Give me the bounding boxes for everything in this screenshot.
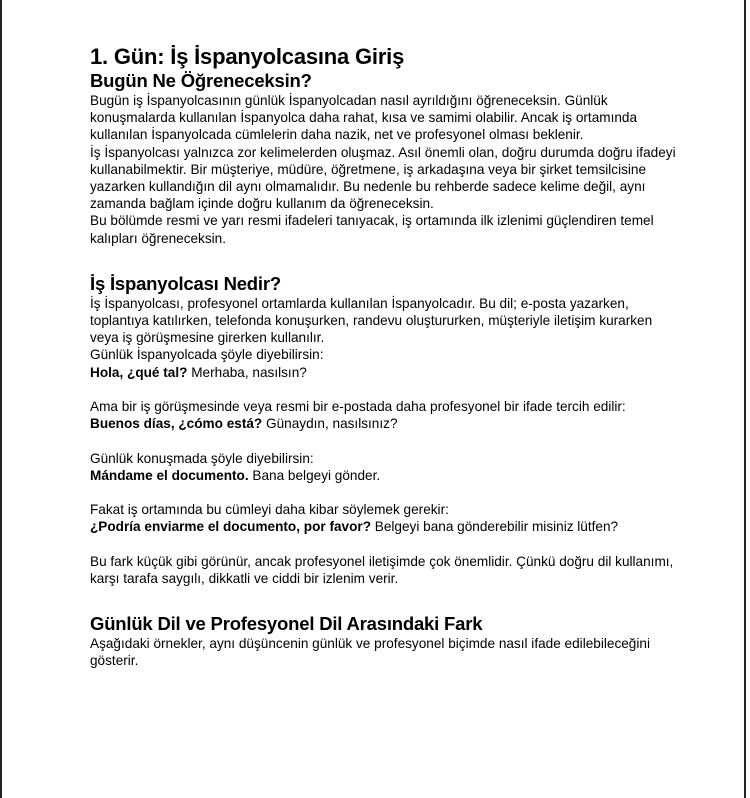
section-heading-difference: Günlük Dil ve Profesyonel Dil Arasındaki Fark: [90, 613, 483, 635]
spanish-phrase: Hola, ¿qué tal?: [90, 364, 188, 380]
paragraph: İş İspanyolcası, profesyonel ortamlarda kullanılan İspanyolcadır. Bu dil; e-posta yazarken, toplantıya katılırken, telefonda konuşurken, randevu oluştururken, müşteriyle iletişim kurarken veya iş görüşmesine girerken kullanılır.: [90, 295, 653, 346]
section-heading-business-spanish: İş İspanyolcası Nedir?: [90, 272, 281, 294]
paragraph: Aşağıdaki örnekler, aynı düşüncenin günlük ve profesyonel biçimde nasıl ifade edilebileceğini gösterir.: [90, 636, 650, 669]
spanish-phrase: ¿Podría enviarme el documento, por favor?: [90, 519, 371, 535]
page-title: 1. Gün: İş İspanyolcasına Giriş: [90, 44, 405, 69]
section-heading-learn: Bugün Ne Öğreneceksin?: [90, 70, 312, 91]
paragraph: Bugün iş İspanyolcasının günlük İspanyolcadan nasıl ayrıldığını öğreneceksin. Günlük konuşmalarda kullanılan İspanyolca daha rahat, kısa ve samimi olabilir. Ancak iş ortamında kullanılan İspanyolcada cümlelerin daha nazik, net ve profesyonel olması beklenir.: [90, 93, 638, 143]
example-line: [90, 364, 680, 381]
turkish-translation: Belgeyi bana gönderebilir misiniz lütfen?: [374, 519, 619, 535]
example-line: [90, 518, 680, 535]
paragraph: Bu bölümde resmi ve yarı resmi ifadeleri tanıyacak, iş ortamında ilk izlenimi güçlendiren temel kalıpları öğreneceksin.: [90, 213, 654, 246]
example-lead: Günlük konuşmada şöyle diyebilirsin:: [90, 450, 314, 466]
example-lead: Fakat iş ortamında bu cümleyi daha kibar söylemek gerekir:: [90, 502, 449, 518]
spanish-phrase: Buenos días, ¿cómo está?: [90, 416, 263, 432]
turkish-translation: Merhaba, nasılsın?: [191, 364, 307, 380]
turkish-translation: Bana belgeyi gönder.: [252, 467, 381, 483]
example-line: [90, 467, 680, 484]
example-lead: Ama bir iş görüşmesinde veya resmi bir e-postada daha profesyonel bir ifade tercih edilir:: [90, 399, 626, 415]
paragraph: Bu fark küçük gibi görünür, ancak profesyonel iletişimde çok önemlidir. Çünkü doğru dil kullanımı, karşı tarafa saygılı, dikkatli ve ciddi bir izlenim verir.: [90, 553, 674, 587]
document-content: [90, 44, 680, 670]
turkish-translation: Günaydın, nasılsınız?: [266, 416, 398, 432]
spanish-phrase: Mándame el documento.: [90, 467, 249, 483]
paragraph: İş İspanyolcası yalnızca zor kelimelerden oluşmaz. Asıl önemli olan, doğru durumda doğru ifadeyi kullanabilmektir. Bir müşteriye, müdüre, öğretmene, iş arkadaşına veya bir şirket temsilcisine yazarken kullandığın dil aynı olmamalıdır. Bu nedenle bu rehberde sadece kelime değil, aynı zamanda bağlam içinde doğru kullanım da öğreneceksin.: [90, 144, 676, 212]
example-lead: Günlük İspanyolcada şöyle diyebilirsin:: [90, 347, 324, 363]
example-line: [90, 415, 680, 432]
